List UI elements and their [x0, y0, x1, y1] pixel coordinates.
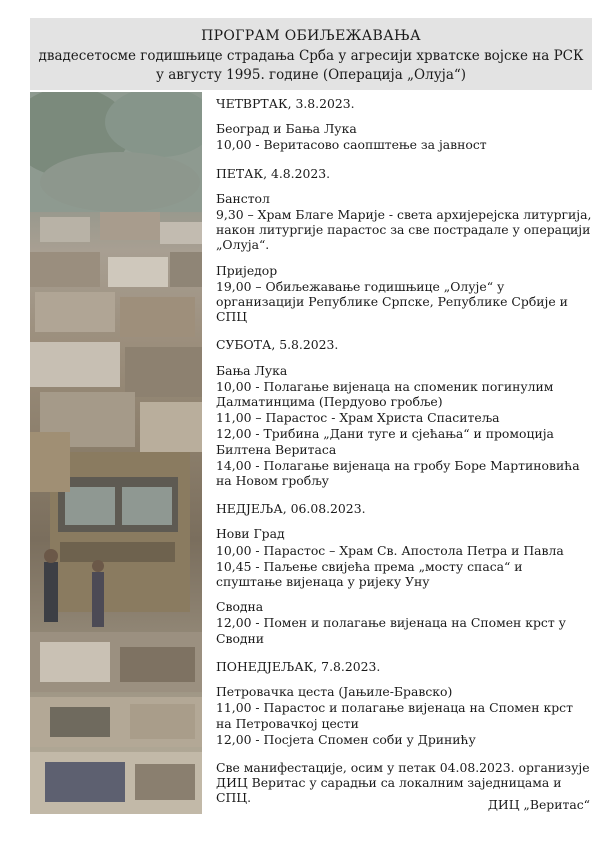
place-name: Бања Лука	[216, 362, 288, 378]
day-heading: ЧЕТВРТАК, 3.8.2023.	[216, 96, 355, 111]
place-name: Петровачка цеста (Јањиле-Бравско)	[216, 684, 453, 700]
event-item: 10,00 - Парастос – Храм Св. Апостола Петра и Павла	[216, 542, 564, 558]
event-item: 11,00 - Парастос и полагање вијенаца на Спомен крст на Петровачкој цести	[216, 700, 573, 731]
place-name: Београд и Бања Лука	[216, 121, 357, 137]
place-name: Банстол	[216, 190, 270, 206]
day-heading: СУБОТА, 5.8.2023.	[216, 337, 339, 353]
day-heading: НЕДЈЕЉА, 06.08.2023.	[216, 501, 366, 517]
day-block	[216, 166, 592, 325]
photo-illustration	[30, 92, 202, 814]
place-name: Нови Град	[216, 526, 285, 542]
event-item: 14,00 - Полагање вијенаца на гробу Боре Мартиновића на Новом гробљу	[216, 457, 580, 489]
day-heading: ПОНЕДЈЕЉАК, 7.8.2023.	[216, 658, 381, 674]
day-block	[216, 501, 592, 646]
page-title: ПРОГРАМ ОБИЉЕЖАВАЊА	[201, 28, 421, 44]
event-item: 12,00 - Трибина „Дани туге и сјећања“ и промоција Билтена Веритаса	[216, 426, 554, 457]
place-name: Приједор	[216, 262, 278, 278]
day-block	[216, 337, 592, 488]
event-item: 11,00 – Парастос - Храм Христа Спаситеља	[216, 410, 500, 426]
event-item: 12,00 - Помен и полагање вијенаца на Спомен крст у Сводни	[216, 615, 566, 646]
event-item: 10,45 - Паљење свијећа према „мосту спаса“ и спуштање вијенаца у ријеку Уну	[216, 558, 523, 590]
signature: ДИЦ „Веритас“	[487, 797, 590, 812]
day-block	[216, 659, 592, 747]
day-block	[216, 96, 592, 153]
event-item: 10,00 - Веритасово саопштење за јавност	[216, 137, 487, 153]
event-item: 10,00 - Полагање вијенаца на споменик погинулим Далматинцима (Пердуово гробље)	[216, 378, 554, 410]
page-subtitle: двадесетосме годишњице страдања Срба у агресији хрватске војске на РСК у августу 1995. године (Операција „Олуја“)	[38, 48, 584, 83]
program-schedule	[216, 96, 592, 806]
header-banner	[30, 18, 592, 90]
event-item: 19,00 – Обиљежавање годишњице „Олује“ у организацији Републике Српске, Републике Србије и СПЦ	[216, 278, 568, 325]
day-heading: ПЕТАК, 4.8.2023.	[216, 165, 331, 181]
event-item: 12,00 - Посјета Спомен соби у Дринићу	[216, 731, 476, 747]
refugee-convoy-photo	[30, 92, 202, 814]
organizer-note: Све манифестације, осим у петак 04.08.2023. организује ДИЦ Веритас у сарадњи са локалним заједницама и СПЦ.	[216, 759, 590, 806]
event-item: 9,30 – Храм Благе Марије - света архијерејска литургија, након литургије парастос за све пострадале у операцији „Олуја“.	[216, 207, 592, 253]
place-name: Сводна	[216, 599, 264, 615]
